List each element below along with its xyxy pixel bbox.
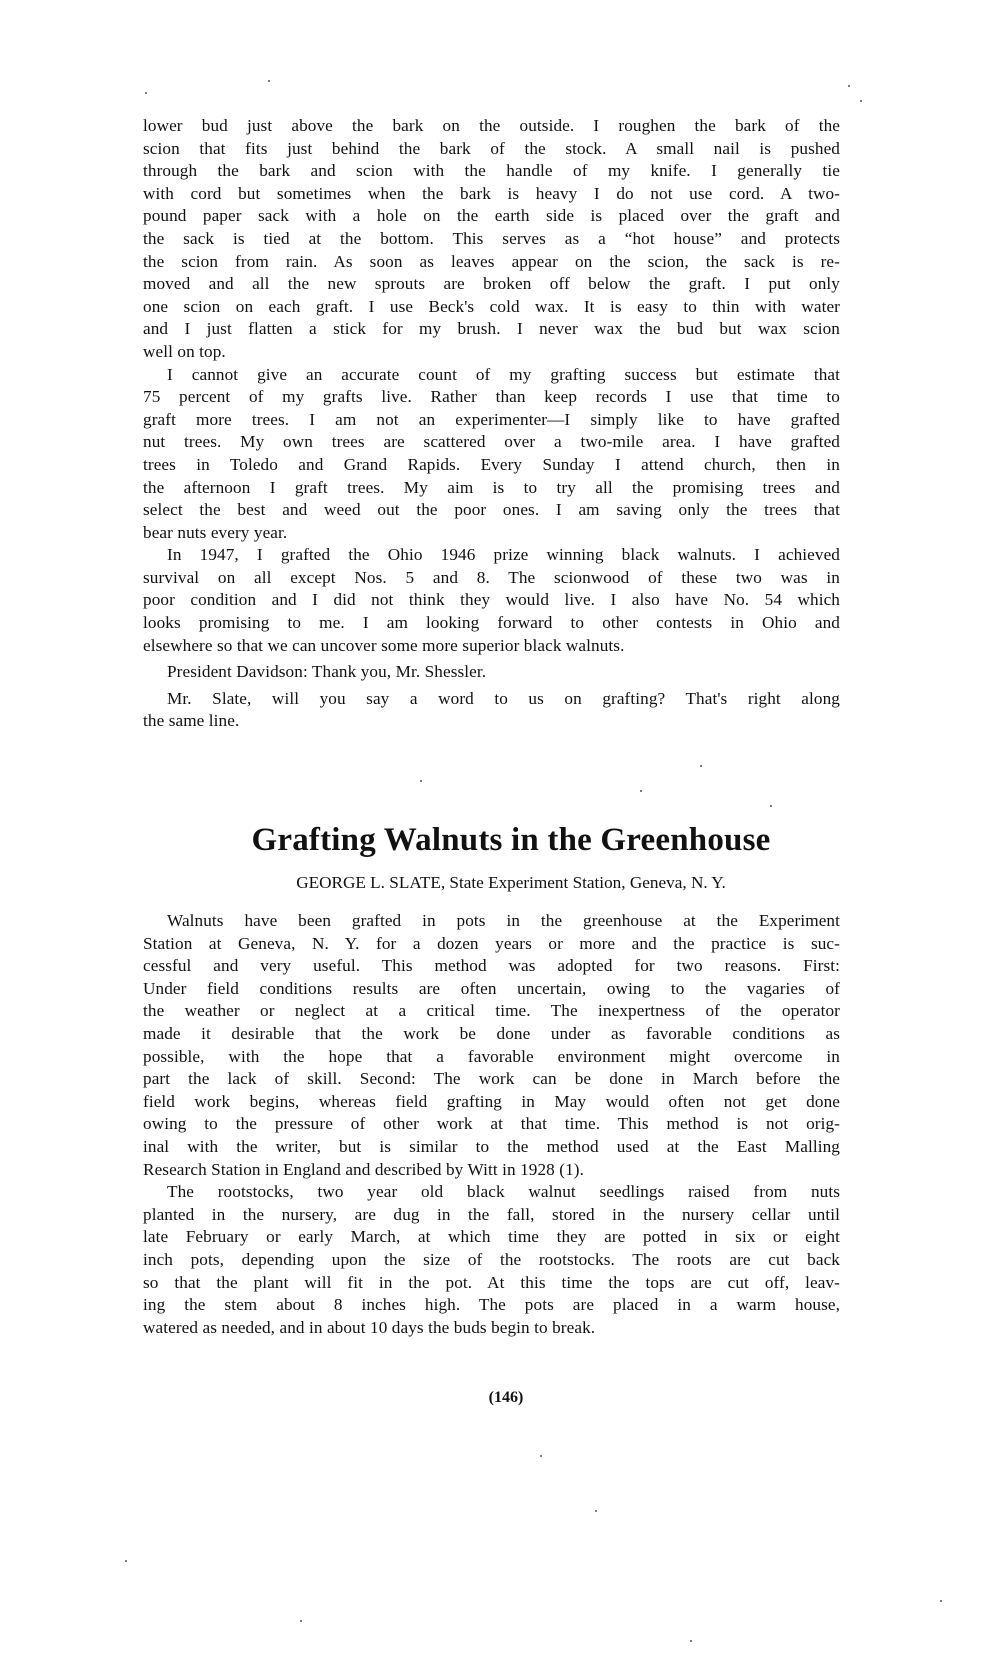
scan-speck (848, 85, 850, 87)
scan-speck (540, 1455, 542, 1457)
text-line: trees in Toledo and Grand Rapids. Every Sunday I attend church, then in (143, 454, 840, 474)
text-line: through the bark and scion with the handle of my knife. I generally tie (143, 161, 840, 181)
text-line: so that the plant will fit in the pot. At this time the tops are cut off, leav- (143, 1272, 840, 1292)
text-line: one scion on each graft. I use Beck's cold wax. It is easy to thin with water (143, 296, 840, 316)
scan-speck (690, 1640, 692, 1642)
text-line: elsewhere so that we can uncover some more superior black walnuts. (143, 635, 625, 655)
paragraph (143, 115, 840, 364)
text-line: inal with the writer, but is similar to the method used at the East Malling (143, 1136, 840, 1156)
text-line: owing to the pressure of other work at that time. This method is not orig- (143, 1114, 840, 1134)
text-line: the sack is tied at the bottom. This serves as a “hot house” and protects (143, 228, 840, 248)
scan-speck (640, 790, 642, 792)
text-line: graft more trees. I am not an experimenter—I simply like to have grafted (143, 409, 840, 429)
text-line: nut trees. My own trees are scattered over a two-mile area. I have grafted (143, 432, 840, 452)
scan-speck (125, 1560, 127, 1562)
text-line: President Davidson: Thank you, Mr. Shessler. (167, 662, 487, 682)
text-line: Under field conditions results are often uncertain, owing to the vagaries of (143, 978, 840, 998)
paragraph (143, 1181, 840, 1339)
text-line: part the lack of skill. Second: The work can be done in March before the (143, 1069, 840, 1089)
text-line: made it desirable that the work be done under as favorable conditions as (143, 1023, 840, 1043)
text-line: field work begins, whereas field grafting in May would often not get done (143, 1091, 840, 1111)
paragraph (143, 688, 840, 733)
page-number: (146) (488, 1389, 524, 1406)
text-line: Station at Geneva, N. Y. for a dozen years or more and the practice is suc- (143, 933, 840, 953)
scan-speck (860, 100, 862, 102)
scan-speck (420, 780, 422, 782)
scan-speck (940, 1600, 942, 1602)
text-line: Mr. Slate, will you say a word to us on grafting? That's right along (167, 688, 840, 708)
text-line: planted in the nursery, are dug in the fall, stored in the nursery cellar until (143, 1204, 840, 1224)
text-line: looks promising to me. I am looking forward to other contests in Ohio and (143, 613, 840, 633)
scan-speck (595, 1510, 597, 1512)
text-line: well on top. (143, 341, 226, 361)
article-body (143, 910, 840, 1339)
text-line: moved and all the new sprouts are broken off below the graft. I put only (143, 274, 840, 294)
text-line: I cannot give an accurate count of my grafting success but estimate that (167, 364, 840, 384)
text-line: watered as needed, and in about 10 days the buds begin to break. (143, 1317, 596, 1337)
text-line: Research Station in England and described by Witt in 1928 (1). (143, 1159, 584, 1179)
text-line: The rootstocks, two year old black walnut seedlings raised from nuts (167, 1182, 840, 1202)
text-line: the afternoon I graft trees. My aim is to try all the promising trees and (143, 477, 840, 497)
text-line: bear nuts every year. (143, 522, 288, 542)
text-line: survival on all except Nos. 5 and 8. The scionwood of these two was in (143, 567, 840, 587)
text-line: select the best and weed out the poor ones. I am saving only the trees that (143, 500, 840, 520)
scan-speck (700, 765, 702, 767)
article-byline: GEORGE L. SLATE, State Experiment Station, Geneva, N. Y. (296, 873, 726, 892)
text-line: cessful and very useful. This method was adopted for two reasons. First: (143, 956, 840, 976)
text-line: with cord but sometimes when the bark is heavy I do not use cord. A two- (143, 183, 840, 203)
text-line: the weather or neglect at a critical time. The inexpertness of the operator (143, 1001, 840, 1021)
text-line: the same line. (143, 711, 240, 731)
text-line: ing the stem about 8 inches high. The pots are placed in a warm house, (143, 1295, 840, 1315)
text-line: In 1947, I grafted the Ohio 1946 prize winning black walnuts. I achieved (167, 545, 840, 565)
article-title: Grafting Walnuts in the Greenhouse (251, 822, 771, 858)
text-line: possible, with the hope that a favorable environment might overcome in (143, 1046, 840, 1066)
text-line: the scion from rain. As soon as leaves appear on the scion, the sack is re- (143, 251, 840, 271)
text-line: pound paper sack with a hole on the earth side is placed over the graft and (143, 206, 840, 226)
paragraph (143, 544, 840, 657)
paragraph (143, 364, 840, 545)
text-line: lower bud just above the bark on the outside. I roughen the bark of the (143, 116, 840, 135)
text-line: late February or early March, at which time they are potted in six or eight (143, 1227, 840, 1247)
text-line: poor condition and I did not think they would live. I also have No. 54 which (143, 590, 840, 610)
paragraph (143, 910, 840, 1181)
continuation-text-block (143, 115, 840, 733)
text-line: scion that fits just behind the bark of the stock. A small nail is pushed (143, 138, 840, 158)
text-line: 75 percent of my grafts live. Rather than keep records I use that time to (143, 387, 840, 407)
text-line: Walnuts have been grafted in pots in the greenhouse at the Experiment (167, 911, 840, 930)
scan-speck (300, 1620, 302, 1622)
text-line: and I just flatten a stick for my brush. I never wax the bud but wax scion (143, 319, 840, 339)
scan-speck (145, 92, 147, 94)
scan-speck (770, 805, 772, 807)
text-line: inch pots, depending upon the size of the rootstocks. The roots are cut back (143, 1249, 840, 1269)
paragraph (143, 661, 840, 684)
scan-speck (268, 80, 270, 82)
